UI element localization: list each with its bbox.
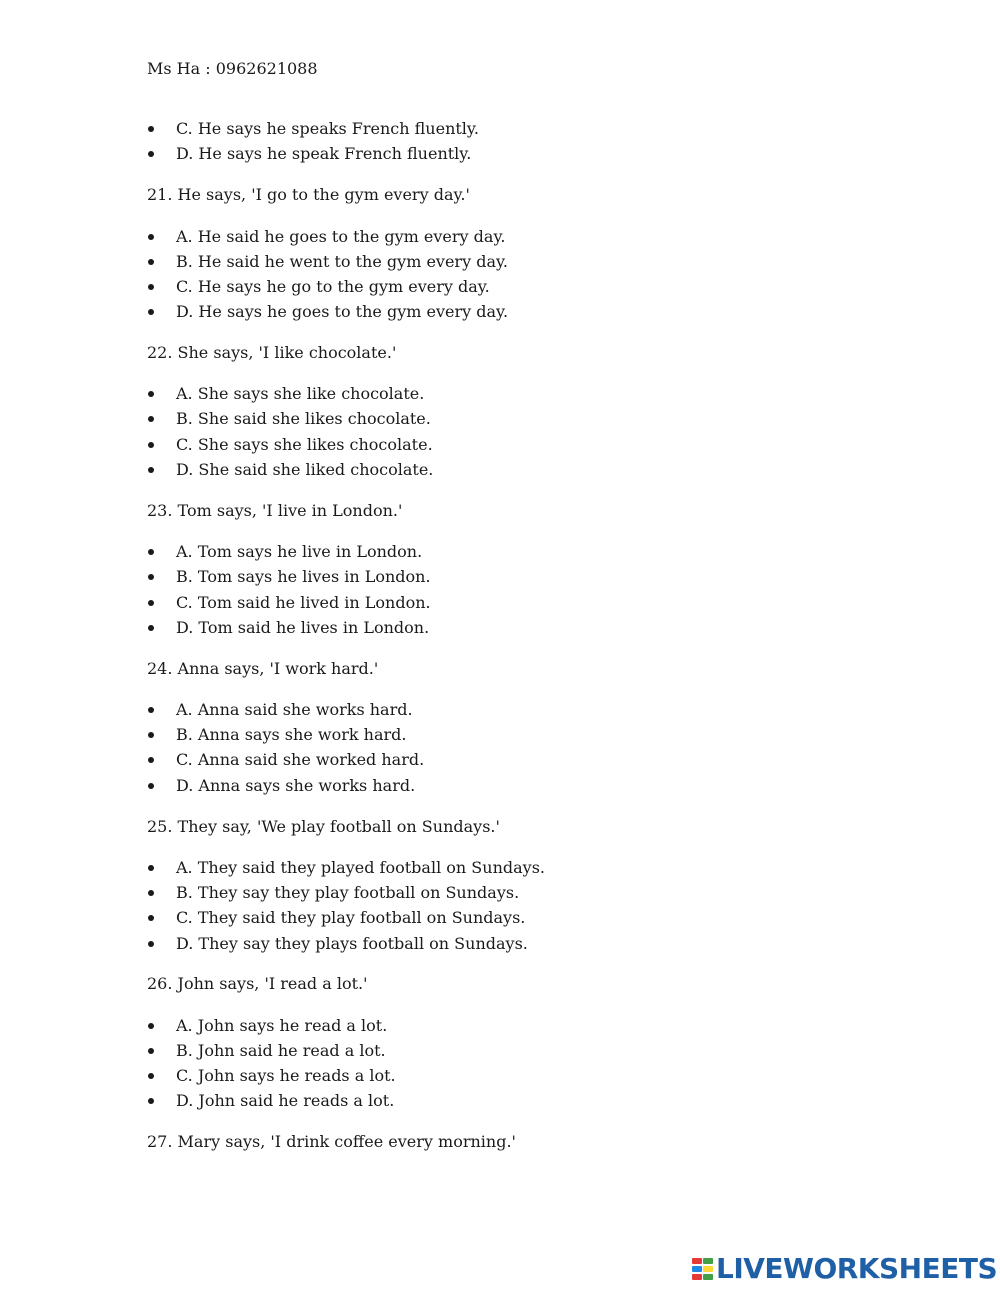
option-text: D. He says he speak French fluently. [176, 144, 472, 163]
option-text: D. They say they plays football on Sundays. [176, 934, 528, 953]
option-text: C. Tom said he lived in London. [176, 593, 431, 612]
logo-wordmark: LIVEWORKSHEETS [716, 1252, 998, 1285]
option-text: D. Tom said he lives in London. [176, 618, 430, 637]
option-text: B. Tom says he lives in London. [176, 567, 431, 586]
option-text: B. He said he went to the gym every day. [176, 252, 508, 271]
option-text: B. They say they play football on Sundays. [176, 883, 520, 902]
logo-square-green-2 [703, 1274, 713, 1280]
option-text: B. John said he read a lot. [176, 1041, 386, 1060]
question-prompt: 22. She says, 'I like chocolate.' [147, 343, 397, 362]
option-text: A. They said they played football on Sundays. [176, 858, 545, 877]
option-text: C. Anna said she worked hard. [176, 750, 425, 769]
option-text: C. They said they play football on Sundays. [176, 908, 526, 927]
question-prompt: 24. Anna says, 'I work hard.' [147, 659, 379, 678]
option-text: C. He says he speaks French fluently. [176, 119, 479, 138]
option-text: A. John says he read a lot. [176, 1016, 388, 1035]
option-text: C. He says he go to the gym every day. [176, 277, 490, 296]
option-text: D. John said he reads a lot. [176, 1091, 395, 1110]
logo-square-red-2 [692, 1274, 702, 1280]
logo-square-red [692, 1258, 702, 1264]
liveworksheets-logo[interactable] [692, 1254, 997, 1284]
logo-mark-icon [692, 1256, 714, 1282]
logo-square-blue [692, 1266, 702, 1272]
option-text: A. Tom says he live in London. [176, 542, 423, 561]
option-text: A. She says she like chocolate. [176, 384, 425, 403]
option-text: D. She said she liked chocolate. [176, 460, 434, 479]
question-prompt: 27. Mary says, 'I drink coffee every morning.' [147, 1132, 516, 1151]
option-text: C. John says he reads a lot. [176, 1066, 396, 1085]
logo-square-green [703, 1258, 713, 1264]
question-prompt: 23. Tom says, 'I live in London.' [147, 501, 403, 520]
option-text: A. Anna said she works hard. [176, 700, 413, 719]
logo-square-yellow [703, 1266, 713, 1272]
option-text: D. Anna says she works hard. [176, 776, 416, 795]
option-text: B. Anna says she work hard. [176, 725, 407, 744]
question-prompt: 21. He says, 'I go to the gym every day.' [147, 185, 470, 204]
question-prompt: 25. They say, 'We play football on Sundays.' [147, 817, 500, 836]
option-text: B. She said she likes chocolate. [176, 409, 431, 428]
question-prompt: 26. John says, 'I read a lot.' [147, 974, 368, 993]
option-text: C. She says she likes chocolate. [176, 435, 433, 454]
option-text: D. He says he goes to the gym every day. [176, 302, 509, 321]
option-text: A. He said he goes to the gym every day. [176, 227, 506, 246]
teacher-contact-header: Ms Ha : 0962621088 [147, 59, 318, 78]
